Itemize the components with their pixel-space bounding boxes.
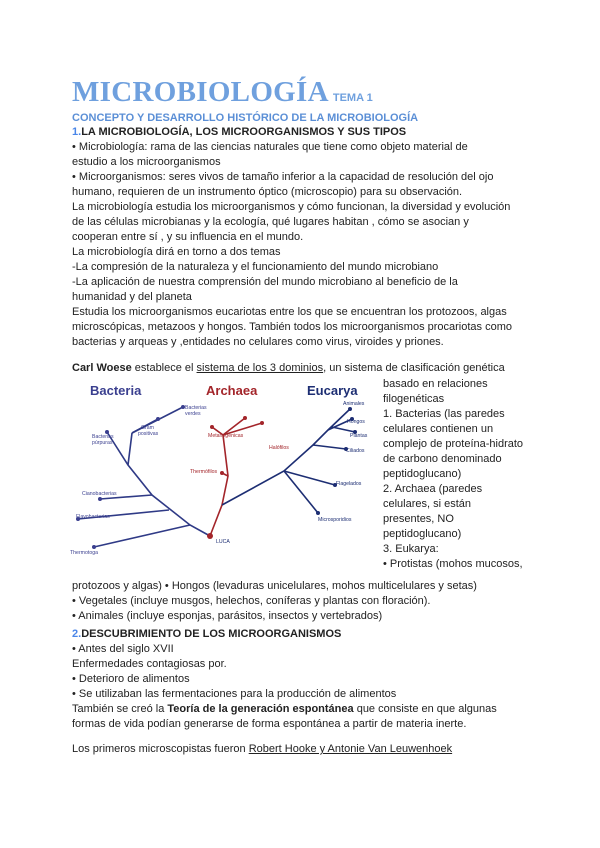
leaf-ciano: Cianobacterias <box>82 491 117 497</box>
leaf-micros: Microsporidios <box>318 517 352 523</box>
tree-bacteria-label: Bacteria <box>90 383 142 398</box>
right-line-7: 2. Archaea (paredes <box>383 483 483 495</box>
tema-label: TEMA 1 <box>332 92 373 104</box>
right-line-3: celulares contienen un <box>383 423 494 435</box>
leaf-haloph: Halófilos <box>269 445 289 451</box>
subtitle: CONCEPTO Y DESARROLLO HISTÓRICO DE LA MICROBIOLOGÍA <box>72 112 419 124</box>
microscopistas-line: Los primeros microscopistas fueron Robert Hooke y Antonie Van Leuwenhoek <box>72 743 453 755</box>
s1-line-12: microscópicas, metazoos y hongos. También todos los microorganismos procariotas como <box>72 321 512 333</box>
leaf-purp-1: Bacterias <box>92 434 114 440</box>
tree-archaea-label: Archaea <box>206 383 258 398</box>
s1-line-11: Estudia los microorganismos eucariotas entre los que se encuentran los protozoos, algas <box>72 306 507 318</box>
s1-line-10: humanidad y del planeta <box>72 291 192 303</box>
after-line-1: • Vegetales (incluye musgos, helechos, coníferas y plantas con floración). <box>72 595 431 607</box>
s2-line-2: • Deterioro de alimentos <box>72 673 190 685</box>
right-line-8: celulares, si están <box>383 498 472 510</box>
leaf-ciliados: Ciliados <box>346 448 365 454</box>
doc-title: MICROBIOLOGÍA <box>72 76 329 108</box>
leaf-thermo: Thermotoga <box>70 550 98 556</box>
woese-line: Carl Woese establece el sistema de los 3 dominios, un sistema de clasificación genética <box>72 362 505 374</box>
section1-heading: 1.LA MICROBIOLOGÍA, LOS MICROORGANISMOS Y SUS TIPOS <box>72 126 407 138</box>
phylogenetic-tree <box>70 375 375 561</box>
s1-line-8: -La compresión de la naturaleza y el funcionamiento del mundo microbiano <box>72 261 439 273</box>
s2-line-3: • Se utilizaban las fermentaciones para la producción de alimentos <box>72 688 397 700</box>
three-domains-link[interactable]: sistema de los 3 dominios <box>196 362 324 374</box>
leaf-bv-1: Bacterias <box>185 405 207 411</box>
right-line-12: • Protistas (mohos mucosos, <box>383 558 523 570</box>
right-line-9: presentes, NO <box>383 513 454 525</box>
right-line-5: de carbono denominado <box>383 453 502 465</box>
leaf-purp-2: púrpuras <box>92 440 113 446</box>
leaf-thermof: Thermófilos <box>190 469 218 475</box>
leaf-hongos: Hongos <box>347 419 365 425</box>
s1-line-2: • Microorganismos: seres vivos de tamaño inferior a la capacidad de resolución del ojo <box>72 171 494 183</box>
s1-line-13: bacterias y arqueas y ,entidades no celulares como virus, viroides y priones. <box>72 336 444 348</box>
leaf-plantas: Plantas <box>350 433 368 439</box>
right-line-2: 1. Bacterias (las paredes <box>383 408 505 420</box>
right-line-11: 3. Eukarya: <box>383 543 439 555</box>
bacteria-dots <box>76 405 185 549</box>
leaf-gram-2: positivas <box>138 431 159 437</box>
woese-name: Carl Woese <box>72 362 132 374</box>
s1-line-5: de las células microbianas y la ecología, qué lugares habitan , cómo se asocian y <box>72 216 469 228</box>
leaf-metano: Metanogénicas <box>208 433 244 439</box>
teoria-term: Teoría de la generación espontánea <box>167 703 354 715</box>
after-line-0: protozoos y algas) • Hongos (levaduras unicelulares, mohos multicelulares y setas) <box>72 580 477 592</box>
leaf-bv-2: verdes <box>185 411 201 417</box>
leaf-animales: Animales <box>343 401 365 407</box>
teoria-line-2: formas de vida podían generarse de forma espontánea a partir de materia inerte. <box>72 718 467 730</box>
right-line-4: complejo de proteína-hidrato <box>383 438 524 450</box>
right-line-6: peptidoglucano) <box>383 468 462 480</box>
right-line-0: basado en relaciones <box>383 378 488 390</box>
after-line-2: • Animales (incluye esponjas, parásitos, insectos y vertebrados) <box>72 610 383 622</box>
teoria-line: También se creó la Teoría de la generación espontánea que consiste en que algunas <box>72 703 497 715</box>
luca-label: LUCA <box>216 539 230 545</box>
s1-line-6: cooperan entre sí , y su influencia en el mundo. <box>72 231 304 243</box>
tree-eucarya-label: Eucarya <box>307 383 358 398</box>
s2-line-1: Enfermedades contagiosas por. <box>72 658 227 670</box>
eucarya-branches <box>222 409 355 513</box>
s1-line-3: humano, requieren de un instrumento óptico (microscopio) para su observación. <box>72 186 463 198</box>
s1-line-7: La microbiología dirá en torno a dos temas <box>72 246 281 258</box>
right-line-1: filogenéticas <box>383 393 445 405</box>
leaf-flagelados: Flagelados <box>336 481 362 487</box>
s1-line-0: • Microbiología: rama de las ciencias naturales que tiene como objeto material de <box>72 141 468 153</box>
s1-line-9: -La aplicación de nuestra comprensión del mundo microbiano al beneficio de la <box>72 276 458 288</box>
section2-heading: 2.DESCUBRIMIENTO DE LOS MICROORGANISMOS <box>72 628 342 640</box>
microscopistas-link[interactable]: Robert Hooke y Antonie Van Leuwenhoek <box>248 743 453 755</box>
s2-line-0: • Antes del siglo XVII <box>72 643 174 655</box>
right-line-10: peptidoglucano) <box>383 528 462 540</box>
header <box>72 76 373 109</box>
s1-line-1: estudio a los microorganismos <box>72 156 221 168</box>
leaf-flavo: Flavobacterias <box>76 514 110 520</box>
s1-line-4: La microbiología estudia los microorganismos y cómo funcionan, la diversidad y evolución <box>72 201 511 213</box>
leaf-gram-1: Gram <box>141 425 154 431</box>
luca-dot <box>207 533 213 539</box>
